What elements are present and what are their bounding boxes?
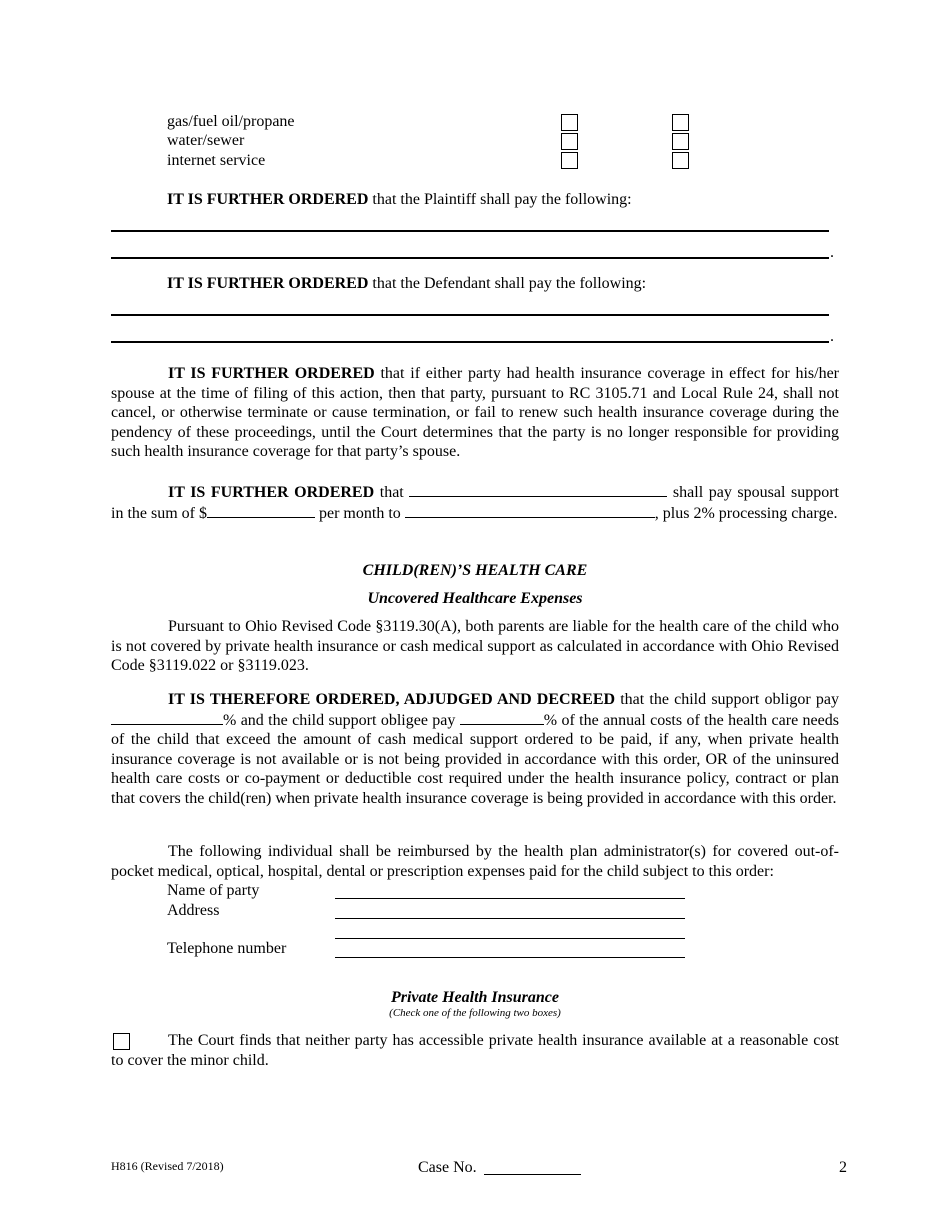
utility-label-water: water/sewer bbox=[167, 132, 245, 149]
reimbursement-paragraph: The following individual shall be reimbursed by the health plan administrator(s) for covered out-of-pocket medical, optical, hospital, dental or prescription expenses paid for the child subject to this order: bbox=[111, 843, 839, 880]
plaintiff-end-mark: . bbox=[830, 244, 834, 261]
address-field-line-1[interactable] bbox=[335, 918, 685, 919]
plaintiff-blank-line-2[interactable] bbox=[111, 257, 829, 259]
spousal-support-paragraph: IT IS FURTHER ORDERED that shall pay spousal support in the sum of $ per month to , plus 2% processing charge. bbox=[111, 484, 840, 522]
water-checkbox-col1[interactable] bbox=[561, 133, 578, 150]
spousal-amount-blank[interactable] bbox=[207, 503, 315, 518]
case-number-field[interactable] bbox=[484, 1174, 581, 1175]
uncovered-expenses-subheading: Uncovered Healthcare Expenses bbox=[367, 590, 583, 607]
children-health-heading: CHILD(REN)’S HEALTH CARE bbox=[362, 562, 588, 579]
private-insurance-heading: Private Health Insurance bbox=[390, 989, 559, 1006]
gas-checkbox-col1[interactable] bbox=[561, 114, 578, 131]
health-insurance-order-paragraph: IT IS FURTHER ORDERED that if either party had health insurance coverage in effect for his/her spouse at the time of filing of this action, then that party, pursuant to RC 3105.71 and Local Rule 24, shall not cancel, or otherwise terminate or cause termination, or fail to renew such health insurance coverage during the pendency of these proceedings, until the Court determines that the party is no longer responsible for providing such health insurance coverage for that party’s spouse. bbox=[111, 365, 840, 460]
obligee-name-blank[interactable] bbox=[405, 503, 655, 518]
obligee-percent-blank[interactable] bbox=[460, 710, 544, 725]
defendant-blank-line-2[interactable] bbox=[111, 341, 829, 343]
obligor-percent-blank[interactable] bbox=[111, 710, 223, 725]
utility-label-gas: gas/fuel oil/propane bbox=[167, 113, 295, 130]
no-accessible-insurance-text: The Court finds that neither party has accessible private health insurance available at a reasonable cost to cover the minor child. bbox=[111, 1032, 839, 1069]
internet-checkbox-col2[interactable] bbox=[672, 152, 689, 169]
telephone-label: Telephone number bbox=[167, 940, 287, 957]
case-number-label: Case No. bbox=[418, 1159, 477, 1176]
defendant-end-mark: . bbox=[830, 328, 834, 345]
obligor-name-blank[interactable] bbox=[409, 482, 667, 497]
therefore-ordered-paragraph: IT IS THEREFORE ORDERED, ADJUDGED AND DECREED that the child support obligor pay % and the child support obligee pay % of the annual costs of the health care needs of the child that exceed the amount of cash medical support ordered to be paid, if any, when private health insurance coverage is not available or is not being provided in accordance with this order, OR of the uninsured health care costs or co-payment or deductible cost required under the health insurance policy, contract or plan that covers the child(ren) when private health insurance coverage is being provided in accordance with this order. bbox=[111, 691, 839, 807]
name-of-party-field[interactable] bbox=[335, 898, 685, 899]
address-field-line-2[interactable] bbox=[335, 938, 685, 939]
address-label: Address bbox=[167, 902, 220, 919]
defendant-order-text: IT IS FURTHER ORDERED that the Defendant shall pay the following: bbox=[167, 275, 647, 292]
internet-checkbox-col1[interactable] bbox=[561, 152, 578, 169]
telephone-field[interactable] bbox=[335, 957, 685, 958]
private-insurance-note: (Check one of the following two boxes) bbox=[389, 1007, 561, 1019]
defendant-blank-line-1[interactable] bbox=[111, 314, 829, 316]
plaintiff-blank-line-1[interactable] bbox=[111, 230, 829, 232]
water-checkbox-col2[interactable] bbox=[672, 133, 689, 150]
pursuant-paragraph: Pursuant to Ohio Revised Code §3119.30(A), both parents are liable for the health care of the child who is not covered by private health insurance or cash medical support as calculated in accordance with Ohio Revised Code §3119.022 or §3119.023. bbox=[111, 618, 839, 674]
plaintiff-order-text: IT IS FURTHER ORDERED that the Plaintiff shall pay the following: bbox=[167, 191, 632, 208]
gas-checkbox-col2[interactable] bbox=[672, 114, 689, 131]
form-id: H816 (Revised 7/2018) bbox=[111, 1159, 224, 1173]
page-number: 2 bbox=[839, 1159, 847, 1176]
utility-label-internet: internet service bbox=[167, 152, 266, 169]
name-of-party-label: Name of party bbox=[167, 882, 260, 899]
